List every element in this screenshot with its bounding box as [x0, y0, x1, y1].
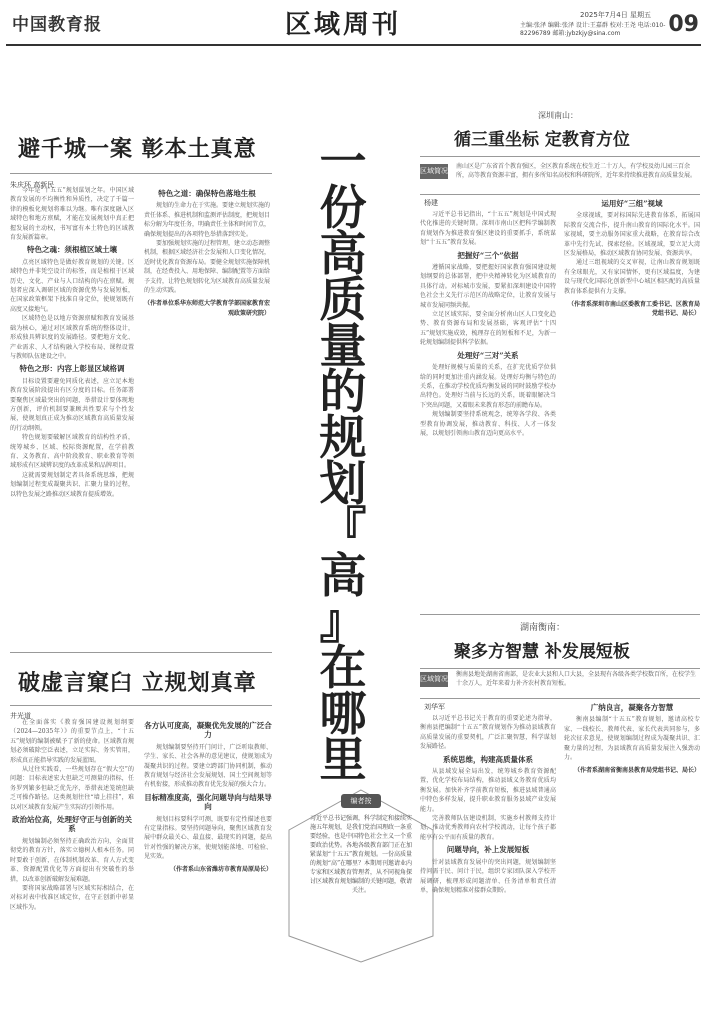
divider: [10, 705, 272, 706]
paragraph: 针对县域教育发展中的突出问题，规划编制坚持问需于民、问计于民，组织专家团队深入学校开展调研，梳理形成问题清单、任务清单和责任清单，确保规划精准对接群众期盼。: [420, 858, 556, 894]
divider: [420, 194, 700, 195]
subheading: 特色之魂：须根植区域土壤: [27, 245, 117, 255]
paragraph: 点亮区域特色是做好教育规划的关键。区域特色并非凭空设计的标签，而是植根于区域历史、文化、产业与人口结构的内在禀赋。规划者应深入调研区域的资源优势与发展短板，在国家政策框架下找准自身定位，使规划既有高度又接地气。: [10, 258, 134, 313]
subheading: 特色之形：内容上彰显区域格调: [19, 364, 125, 374]
region-intro-label: 区域简况: [420, 164, 448, 179]
subheading: 各方认可度高，凝聚优先发展的广泛合力: [144, 721, 272, 740]
author-credit: （作者系深圳市南山区委教育工委书记、区教育局党组书记、局长）: [567, 301, 700, 318]
feature-title-char: 在: [319, 641, 367, 696]
subheading: 把握好“三个”依据: [457, 250, 519, 260]
feature-title-char: 的: [319, 365, 367, 420]
article-left-top-col2: [144, 186, 270, 652]
paragraph: 规划编制要坚持开门问计，广泛听取教师、学生、家长、社会各界的意见建议，使规划成为凝聚共识的过程。要建立跨部门协同机制，推动教育规划与经济社会发展规划、国土空间规划等有机衔接，形成推动教育优先发展的强大合力。: [144, 743, 272, 789]
feature-title-char: 』: [319, 595, 367, 650]
article-right-bottom-col2: [564, 700, 700, 1018]
region-intro-text: 衡南县地处湖南省南部，是农业大县和人口大县，全县现有各级各类学校数百所，在校学生十余万人，近年来着力补齐农村教育短板。: [456, 671, 697, 687]
paragraph: 规划编制必须坚持正确政治方向，全面贯彻党的教育方针，落实立德树人根本任务。同时要敢于创新，在体制机制改革、育人方式变革、资源配置优化等方面提出有突破性的举措，以改革创新破解发展难题。: [10, 837, 134, 883]
paragraph: 衡南县编制“十五五”教育规划，邀请高校专家、一线校长、教师代表、家长代表共同参与，多轮次征求意见，使规划编制过程成为凝聚共识、汇聚力量的过程，为县域教育高质量发展注入强劲动力。: [564, 716, 700, 762]
section-divider: [10, 652, 272, 653]
paragraph: 规划编制要坚持系统观念，统筹各学段、各类型教育协调发展，推动教育、科技、人才一体发展，以规划引领南山教育迈向更高水平。: [420, 411, 556, 437]
location-tag: 深圳南山：: [538, 111, 578, 120]
section-divider: [420, 614, 700, 615]
paragraph: 全球视域，要对标国际先进教育体系，拓展国际教育交流合作，提升南山教育的国际化水平。国家视域，要主动服务国家重大战略，在教育综合改革中先行先试、探索经验。区域视域，要立足大湾区发展格局，推动区域教育协同发展、资源共享。: [564, 212, 700, 258]
region-intro-label: 区域简况: [420, 672, 448, 687]
feature-title-char: 『: [319, 503, 367, 558]
note-label: 编者按: [341, 794, 381, 808]
article-headline: 循三重坐标 定教育方位: [454, 130, 630, 150]
author-credit: （作者系山东省潍坊市教育局原局长）: [169, 865, 272, 873]
feature-title-char: 哪: [319, 687, 367, 742]
author-credit: （作者系湖南省衡南县教育局党组书记、局长）: [573, 767, 700, 775]
article-left-top-col1: [10, 186, 134, 652]
paragraph: 区域特色是以地方资源禀赋和教育发展基础为核心，通过对区域教育系统的整体设计，形成独具辨识度的发展路径。要把地方文化、产业需求、人才结构融入学校布局、课程设置与教师队伍建设之中。: [10, 315, 134, 360]
article-right-top-col1: [420, 210, 556, 614]
article-left-bottom: [10, 656, 272, 726]
paragraph: 完善教师队伍建设机制，实施乡村教师支持计划，推动优秀教师向农村学校流动，让每个孩子都能享有公平而有质量的教育。: [420, 815, 556, 841]
article-right-top-col2: [564, 196, 700, 614]
paragraph: 从过往实践看，一些规划存在“假大空”的问题：目标表述宏大但缺乏可测量的指标，任务罗列繁多但缺乏优先序，举措表述笼统但缺乏可操作路径。这类规划往往“墙上挂挂”，难以对区域教育发展产生实际的引领作用。: [10, 766, 134, 811]
paragraph: 要将国家战略部署与区域实际相结合，在对标对表中找准区域定位，在守正创新中彰显区域作为。: [10, 884, 134, 911]
feature-title-char: 高: [319, 549, 367, 604]
newspaper-logo: 中国教育报: [12, 15, 102, 35]
author-credit: （作者单位系华东师范大学教育学部国家教育宏观政策研究院）: [144, 300, 270, 317]
region-intro-text: 南山区是广东省首个教育强区，全区教育系统在校生近二十万人，有学校及幼儿园三百余所，高等教育资源丰富，拥有多所知名高校和科研院所，近年来持续推进教育高质量发展。: [456, 163, 697, 179]
paragraph: 目标设置要避免同质化表述，应立足本地教育发展阶段提出有区分度的目标。任务部署要聚焦区域最突出的问题，举措设计要体现地方创新，评价机制要兼顾共性要求与个性发展，使规划真正成为推动区域教育高质量发展的行动纲领。: [10, 377, 134, 432]
article-right-top-header: [420, 110, 700, 157]
issue-date: 2025年7月4日 星期五: [580, 11, 651, 19]
paragraph: 习近平总书记指出，“十五五”规划是中国式现代化推进的关键时期。深圳市南山区把科学编制教育规划作为推进教育强区建设的重要抓手，系统谋划“十五五”教育发展。: [420, 211, 556, 247]
page-number: 09: [668, 12, 699, 37]
paragraph: 特色规划要破解区域教育的结构性矛盾，统筹城乡、区域、校际资源配置，在学前教育、义务教育、高中阶段教育、职业教育等领域形成有区域辨识度的改革成果和品牌项目。: [10, 434, 134, 470]
note-text: 习近平总书记强调，科学制定和接续实施五年规划，是我们党治国理政一条重要经验，也是中国特色社会主义一个重要政治优势。各地各级教育部门正在加紧谋划“十五五”教育规划。一份高质量的规划“高”在哪里？本期周刊邀请业内专家和区域教育管理者，从不同视角探讨区域教育规划编制的关键问题，敬请关注。: [309, 815, 413, 894]
paragraph: 规划目标要科学可测，既要有定性描述也要有定量指标。要坚持问题导向，聚焦区域教育发展中群众最关心、最直接、最现实的问题，提出针对性强的解决方案，使规划能落地、可检验、见实效。: [144, 815, 272, 861]
article-left-bottom-col1: [10, 718, 134, 1016]
feature-title-text: [268, 135, 418, 788]
article-left-top: [10, 120, 272, 196]
article-right-bottom-col1: [420, 714, 556, 1018]
subheading: 政治站位高，处理好守正与创新的关系: [12, 815, 132, 834]
divider: [10, 173, 272, 174]
article-right-bottom-header: [420, 620, 700, 669]
feature-title-char: 一: [319, 135, 367, 190]
article-byline: 刘华军: [424, 703, 445, 711]
subheading: 处理好“三对”关系: [457, 350, 519, 360]
divider: [420, 668, 700, 669]
paragraph: 处理好规模与质量的关系，在扩充优质学位供给的同时更加注重内涵发展。处理好均衡与特色的关系，在推动学校优质均衡发展的同时鼓励学校办出特色。处理好当前与长远的关系，既着眼解决当下突出问题，又着眼未来教育形态的前瞻布局。: [420, 364, 556, 409]
feature-title-char: 规: [319, 411, 367, 466]
paragraph: 这就需要规划制定者具备系统思维，把规划编制过程变成凝聚共识、汇聚力量的过程，以特色发展之路推动区域教育提质增效。: [10, 471, 134, 498]
paragraph: 通过三组视域的交叉审视，让南山教育规划既有全球眼光，又有家国情怀，更有区域温度，为建设与现代化国际化创新型中心城区相匹配的高质量教育体系提供有力支撑。: [564, 259, 700, 295]
paragraph: 遵循国家战略，要把握好国家教育强国建设规划纲要的总体部署，把中央精神转化为区域教育的具体行动。对标城市发展，要紧扣深圳建设中国特色社会主义先行示范区的战略定位，让教育发展与城市发展同频共振。: [420, 264, 556, 309]
feature-title: [268, 135, 418, 788]
article-byline: 井光道: [10, 712, 31, 720]
location-tag: 湖南衡南：: [520, 623, 566, 633]
section-title: 区域周刊: [285, 10, 402, 40]
article-byline: 朱庆环 高新民: [10, 181, 55, 189]
article-headline: 避千城一案 彰本土真意: [18, 136, 257, 162]
paragraph: 今年是“十五五”规划谋划之年。中国区域教育发展的不均衡性和异质性，决定了千篇一律的模板化规划将难以为继。唯有深度融入区域特色和地方禀赋，才能在发展规划中真正把握发展的主动权，书写富有本土特色的区域教育发展新篇章。: [10, 187, 134, 242]
feature-title-char: 高: [319, 227, 367, 282]
subheading: 目标精准度高，强化问题导向与结果导向: [144, 792, 272, 812]
subheading: 广纳良言，凝聚各方智慧: [590, 703, 674, 712]
paragraph: 在全面落实《教育强国建设规划纲要（2024—2035年）》的重要节点上，“十五五”规划的编制被赋予了新的使命。区域教育规划必须破除空泛表述，立足实际、务实管用，形成真正能指导实践的发展蓝图。: [10, 719, 134, 764]
subheading: 运用好“三组”视域: [601, 199, 663, 208]
article-headline: 破虚言窠臼 立规划真章: [18, 670, 257, 696]
article-headline: 聚多方智慧 补发展短板: [454, 642, 630, 662]
paragraph: 从县域发展全局出发，统筹城乡教育资源配置，优化学校布局结构，推动县域义务教育优质均衡发展。加快补齐学前教育短板，推进县域普通高中特色多样发展，提升职业教育服务县域产业发展能力。: [420, 768, 556, 813]
paragraph: 立足区域实际，要全面分析南山区人口变化趋势、教育资源布局和发展基础，客观评估“十四五”规划实施成效，梳理存在的短板和不足，为新一轮规划编制提供科学依据。: [420, 311, 556, 347]
masthead-rule: [6, 44, 701, 46]
paragraph: 规划的生命力在于实施。要建立规划实施的责任体系、推进机制和监测评估制度，把规划目标分解为年度任务，明确责任主体和时间节点，确保规划提出的各项特色举措落到实处。: [144, 202, 270, 238]
feature-title-char: 里: [319, 733, 367, 788]
paragraph: 以习近平总书记关于教育的重要论述为指导，衡南县把编制“十五五”教育规划作为推动县域教育高质量发展的重要契机，广泛汇聚智慧，科学谋划发展路径。: [420, 715, 556, 751]
feature-title-char: 量: [319, 319, 367, 374]
subheading: 特色之道：确保特色落地生根: [158, 189, 256, 198]
feature-title-char: 份: [319, 181, 367, 236]
subheading: 系统思维，构建高质量体系: [443, 754, 533, 764]
editors-note-box: [285, 786, 437, 966]
divider: [420, 698, 700, 699]
masthead: [0, 0, 707, 46]
feature-title-char: 质: [319, 273, 367, 328]
article-byline: 杨建: [424, 199, 438, 207]
feature-title-char: 划: [319, 457, 367, 512]
paragraph: 要加强规划实施的过程管理，建立动态调整机制，根据区域经济社会发展和人口变化情况，适时优化教育资源布局。要健全规划实施保障机制，在经费投入、用地保障、编制配置等方面给予支持，让特色规划转化为区域教育高质量发展的生动实践。: [144, 240, 270, 295]
article-left-bottom-col2: [144, 718, 272, 1016]
subheading: 问题导向，补上发展短板: [446, 845, 530, 855]
editor-credits: 主编:张泽 编辑:张泽 设计:王嘉群 校对:王尧 电话:010-82296789 邮箱:jybzkjy@sina.com: [520, 22, 666, 37]
divider: [420, 156, 700, 157]
